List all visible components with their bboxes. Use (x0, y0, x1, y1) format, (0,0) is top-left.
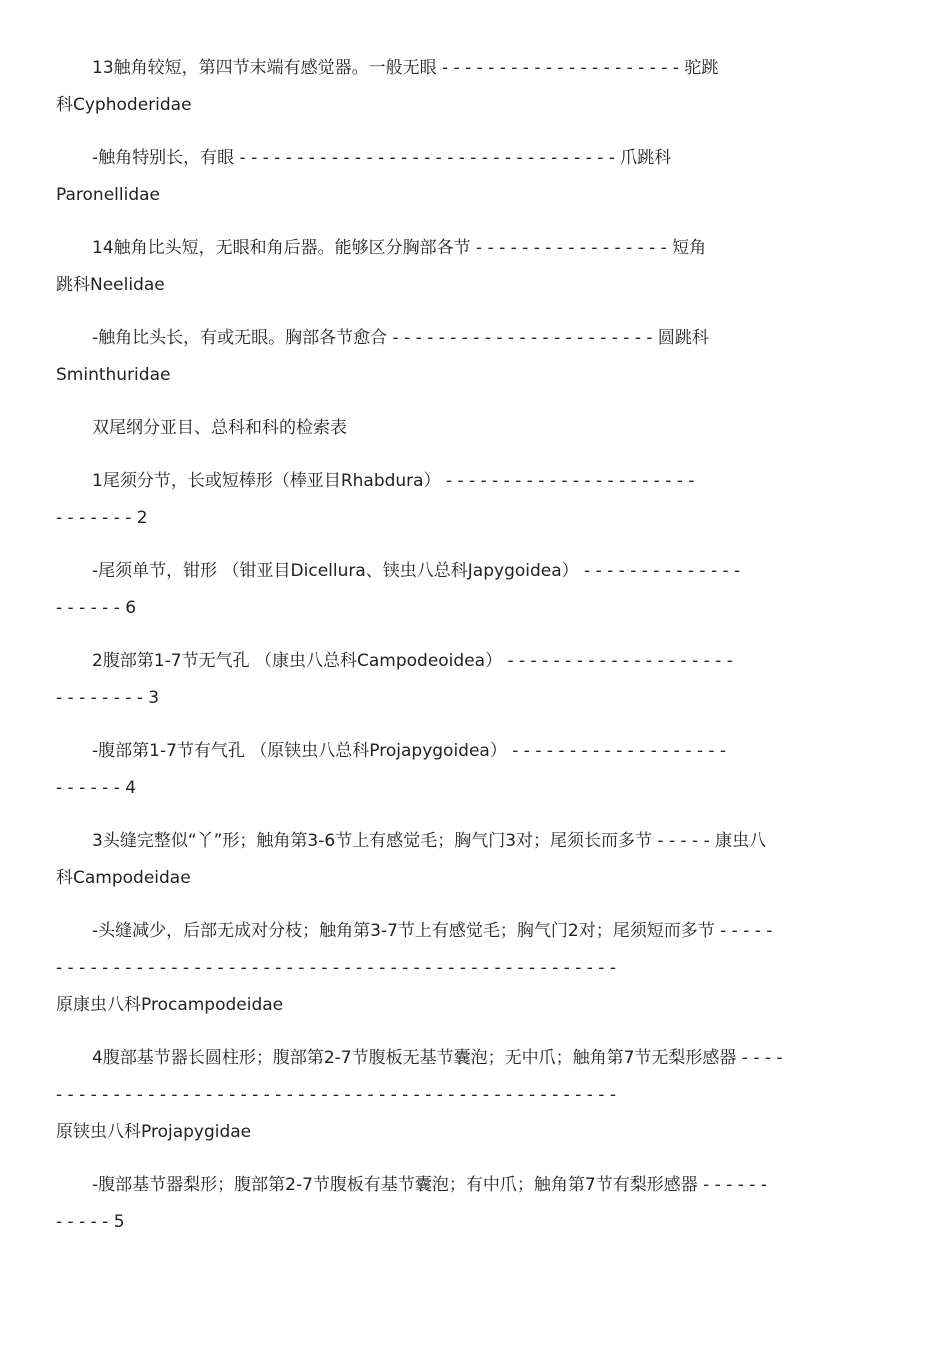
text-line: - - - - - - - - - - - - - - - - - - - - - - - - - - - - - - - - - - - - - - - - - - - - - - - - - (56, 1085, 616, 1105)
text-line: - - - - - - - 2 (56, 508, 148, 528)
text-span: 3头缝完整似“丫”形；触角第3-6节上有感觉毛；胸气门3对；尾须长而多节 - - - - - 康虫八 (92, 831, 767, 851)
text-line (56, 463, 896, 500)
text-line: 科Cyphoderidae (56, 95, 192, 115)
text-span: 4腹部基节器长圆柱形；腹部第2-7节腹板无基节囊泡；无中爪；触角第7节无梨形感器 - - - - (92, 1048, 783, 1068)
text-line: - - - - - - - - - - - - - - - - - - - - - - - - - - - - - - - - - - - - - - - - - - - - - - - - - (56, 958, 616, 978)
text-span: -腹部基节器梨形；腹部第2-7节腹板有基节囊泡；有中爪；触角第7节有梨形感器 - - - - - - (92, 1175, 767, 1195)
text-span: -尾须单节，钳形 （钳亚目Dicellura、铗虫八总科Japygoidea） - - - - - - - - - - - - - - (92, 561, 741, 581)
key-entry-13 (56, 50, 896, 124)
text-line: Paronellidae (56, 185, 160, 205)
key-entry-13-alt (56, 140, 896, 214)
key-entry-14-alt (56, 320, 896, 394)
text-line (56, 320, 896, 357)
key-entry-14 (56, 230, 896, 304)
key-entry-1-alt (56, 553, 896, 627)
text-line (56, 50, 896, 87)
text-line (56, 643, 896, 680)
text-line (56, 410, 896, 447)
text-line: Sminthuridae (56, 365, 171, 385)
text-span: 13触角较短，第四节末端有感觉器。一般无眼 - - - - - - - - - - - - - - - - - - - - - 驼跳 (92, 58, 719, 78)
text-line (56, 823, 896, 860)
key-entry-2 (56, 643, 896, 717)
text-line: - - - - - - - - 3 (56, 688, 160, 708)
key-entry-3-alt (56, 913, 896, 1024)
text-line: - - - - - 5 (56, 1212, 125, 1232)
text-line (56, 733, 896, 770)
text-line: - - - - - - 6 (56, 598, 137, 618)
document-page (56, 50, 896, 1257)
text-line: 科Campodeidae (56, 868, 191, 888)
text-span: -触角比头长，有或无眼。胸部各节愈合 - - - - - - - - - - - - - - - - - - - - - - - 圆跳科 (92, 328, 709, 348)
text-line (56, 553, 896, 590)
text-span: -头缝减少，后部无成对分枝；触角第3-7节上有感觉毛；胸气门2对；尾须短而多节 - - - - - (92, 921, 773, 941)
key-entry-4 (56, 1040, 896, 1151)
text-line: 原康虫八科Procampodeidae (56, 995, 284, 1015)
text-span: -触角特别长，有眼 - - - - - - - - - - - - - - - - - - - - - - - - - - - - - - - - - 爪跳科 (92, 148, 672, 168)
key-entry-2-alt (56, 733, 896, 807)
text-line: 原铗虫八科Projapygidae (56, 1122, 252, 1142)
text-line (56, 913, 896, 950)
text-line (56, 1167, 896, 1204)
text-span: 2腹部第1-7节无气孔 （康虫八总科Campodeoidea） - - - - - - - - - - - - - - - - - - - - (92, 651, 733, 671)
text-line: 跳科Neelidae (56, 275, 165, 295)
text-span: 1尾须分节，长或短棒形（棒亚目Rhabdura） - - - - - - - - - - - - - - - - - - - - - - (92, 471, 695, 491)
text-span: 14触角比头短，无眼和角后器。能够区分胸部各节 - - - - - - - - - - - - - - - - - 短角 (92, 238, 707, 258)
key-entry-3 (56, 823, 896, 897)
text-span: -腹部第1-7节有气孔 （原铗虫八总科Projapygoidea） - - - - - - - - - - - - - - - - - - - (92, 741, 727, 761)
text-line (56, 230, 896, 267)
heading-text: 双尾纲分亚目、总科和科的检索表 (92, 418, 347, 438)
text-line: - - - - - - 4 (56, 778, 137, 798)
key-entry-1 (56, 463, 896, 537)
section-heading (56, 410, 896, 447)
key-entry-4-alt (56, 1167, 896, 1241)
text-line (56, 1040, 896, 1077)
text-line (56, 140, 896, 177)
